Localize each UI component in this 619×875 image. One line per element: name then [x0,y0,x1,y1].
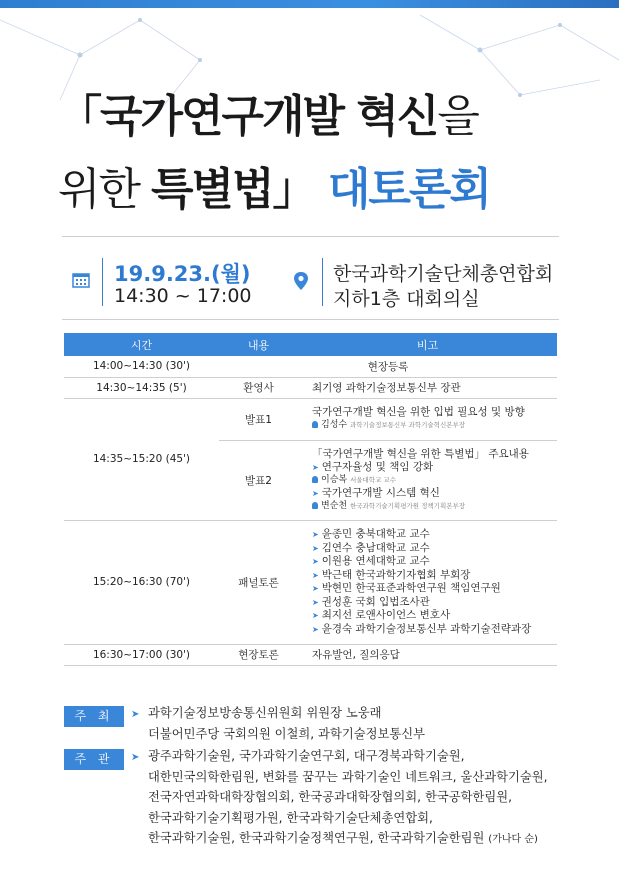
title-line2-blue: 대토론회 [327,164,490,215]
subtopic [312,487,556,500]
header-content: 내용 [219,333,298,356]
title-bold-part: 「국가연구개발 혁신 [58,91,438,142]
panel-member [312,528,556,542]
panel-member-text: 박근태 한국과학기자협회 부회장 [321,568,471,581]
row-time: 14:35~15:20 (45') [64,398,219,520]
manager-line: 전국자연과학대학장협의회, 한국공과대학장협의회, 한국공학한림원, [148,790,513,804]
panel-member [312,569,556,583]
subtopic [312,461,556,474]
speaker-role: 과학기술정보통신부 과학기술혁신본부장 [349,421,466,429]
arrow-icon: ➤ [312,584,319,593]
table-row [64,644,557,665]
panel-member [312,542,556,556]
row-note [298,398,557,440]
speaker-name: 변순천 [321,500,348,511]
row-content: 발표1 [219,398,298,440]
table-row [64,520,557,644]
arrow-icon: ➤ [312,462,319,472]
host-label: 주 최 [64,706,124,727]
row-content: 패널토론 [219,520,298,644]
event-time: 14:30 ~ 17:00 [114,285,252,307]
arrow-icon: ➤ [312,611,319,620]
panel-member [312,596,556,610]
title-line-2 [58,153,490,217]
person-icon [312,421,318,428]
talk-topic: 국가연구개발 혁신을 위한 입법 필요성 및 방향 [312,406,525,418]
title-line-1 [58,80,478,144]
panel-member-text: 윤경숙 과학기술정보통신부 과학기술전략과장 [321,622,532,635]
table-row [64,377,557,398]
manager-line: 한국과학기술기획평가원, 한국과학기술단체총연합회, [148,810,433,825]
schedule-table [64,333,557,666]
venue-line-2: 지하1층 대회의실 [333,288,480,310]
map-pin-icon [293,271,309,291]
panel-member [312,582,556,596]
panel-member-text: 이원용 연세대학교 교수 [321,555,430,567]
schedule-header-row [64,333,557,356]
table-row [64,398,557,440]
subtopic-text: 국가연구개발 시스템 혁신 [321,486,440,499]
title-line2-light: 위한 [58,164,151,215]
panel-member-text: 김연수 충남대학교 교수 [321,541,430,554]
row-time: 16:30~17:00 (30') [64,644,219,665]
person-icon [312,476,318,483]
header-note: 비고 [298,333,557,356]
arrow-icon: ➤ [312,597,319,607]
arrow-icon: ➤ [312,624,319,634]
divider-top [62,236,559,237]
manager-line-text: 한국과학기술원, 한국과학기술정책연구원, 한국과학기술한림원 [148,831,485,845]
row-content: 발표2 [219,440,298,520]
divider-mid [62,319,559,320]
panel-member [312,555,556,569]
chevron-right-icon: ➤ [131,709,140,720]
talk-topic: 「국가연구개발 혁신을 위한 특별법」 주요내용 [312,447,529,460]
row-content: 환영사 [219,377,298,398]
event-date: 19.9.23.(월) [114,262,251,286]
calendar-icon [72,272,90,288]
arrow-icon: ➤ [312,570,319,580]
panel-member-text: 권성훈 국회 입법조사관 [321,595,430,608]
venue-line-1: 한국과학기술단체총연합회 [333,263,554,285]
speaker-role: 한국과학기술기획평가원 정책기획본부장 [349,501,466,510]
table-row [64,356,557,377]
manager-line: 대한민국의학한림원, 변화를 꿈꾸는 과학기술인 네트워크, 울산과학기술원, [148,769,548,784]
host-line: 과학기술정보방송통신위원회 위원장 노웅래 [148,706,382,720]
speaker-name: 이승복 [321,474,348,485]
manager-label: 주 관 [64,749,124,770]
speaker [312,474,556,487]
arrow-icon: ➤ [312,557,319,566]
row-time: 14:30~14:35 (5') [64,377,219,398]
panel-member [312,623,556,637]
arrow-icon: ➤ [312,543,319,553]
person-icon [312,502,318,509]
row-note [298,440,557,520]
arrow-icon: ➤ [312,488,319,498]
speaker [312,500,556,513]
speaker [312,419,556,432]
venue-divider [322,258,323,306]
manager-line [148,828,548,851]
row-note: 최기영 과학기술정보통신부 장관 [298,377,557,398]
row-note: 현장등록 [219,356,557,377]
row-time: 14:00~14:30 (30') [64,356,219,377]
panel-member [312,609,556,623]
order-note: (가나다 순) [488,834,538,845]
title-line2-bold: 특별법」 [151,164,328,215]
row-time: 15:20~16:30 (70') [64,520,219,644]
date-divider [102,258,103,306]
speaker-role: 서울대학교 교수 [349,475,396,484]
title-light-part: 을 [437,91,478,142]
panel-member-text: 윤종민 충북대학교 교수 [321,528,430,540]
panel-member-text: 최지선 로앤사이언스 변호사 [321,609,451,621]
subtopic-text: 연구자율성 및 책임 강화 [321,460,434,473]
host-list [148,703,425,744]
row-content: 현장토론 [219,644,298,665]
arrow-icon: ➤ [312,530,319,539]
manager-list [148,746,548,851]
manager-line: 광주과학기술원, 국가과학기술연구회, 대구경북과학기술원, [148,749,465,763]
header-time: 시간 [64,333,219,356]
speaker-name: 김성수 [321,420,348,430]
panel-list [298,520,557,644]
host-line: 더불어민주당 국회의원 이철희, 과학기술정보통신부 [148,726,425,741]
chevron-right-icon: ➤ [131,752,140,763]
panel-member-text: 박현민 한국표준과학연구원 책임연구원 [321,582,501,594]
row-note: 자유발언, 질의응답 [298,644,557,665]
